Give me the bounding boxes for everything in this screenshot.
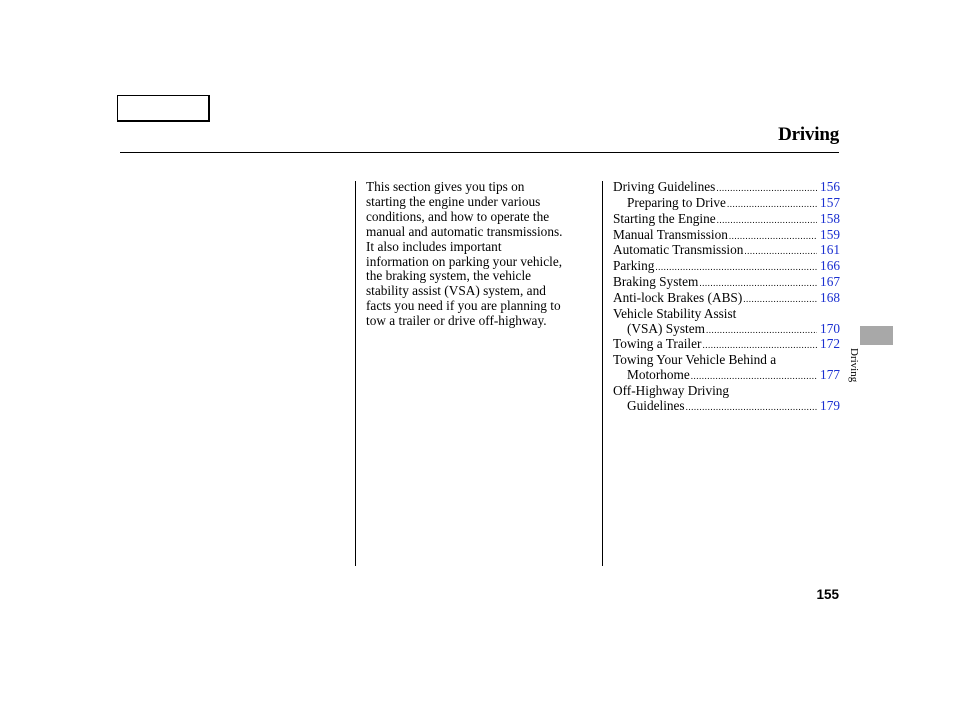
- toc-entry-preparing-to-drive[interactable]: [613, 196, 840, 212]
- leader-dots: [729, 229, 817, 244]
- toc-entry-label: Manual Transmission: [613, 226, 728, 242]
- toc-page-link[interactable]: 170: [820, 320, 840, 336]
- section-tab: [860, 326, 893, 345]
- intro-line: stability assist (VSA) system, and: [366, 283, 546, 299]
- leader-dots: [716, 181, 817, 196]
- leader-dots: [655, 260, 817, 275]
- toc-page-link[interactable]: 157: [820, 194, 840, 210]
- toc-page-link[interactable]: 179: [820, 397, 840, 413]
- header-box: [117, 95, 210, 122]
- toc-page-link[interactable]: 172: [820, 336, 840, 352]
- intro-line: manual and automatic transmissions.: [366, 223, 563, 239]
- toc-entry-manual-transmission[interactable]: [613, 228, 840, 244]
- leader-dots: [691, 369, 817, 384]
- intro-line: conditions, and how to operate the: [366, 208, 550, 224]
- toc-entry-label: Motorhome: [627, 367, 690, 383]
- toc-entry-label: Preparing to Drive: [627, 194, 726, 210]
- toc-entry-towing-your-vehicle[interactable]: Towing Your Vehicle Behind a: [613, 352, 777, 368]
- toc-entry-vehicle-stability-assist[interactable]: Vehicle Stability Assist: [613, 305, 737, 321]
- toc-entry-label: Towing a Trailer: [613, 336, 702, 352]
- intro-line: the braking system, the vehicle: [366, 268, 532, 284]
- toc-entry-off-highway-driving[interactable]: Off-Highway Driving: [613, 382, 730, 398]
- intro-line: facts you need if you are planning to: [366, 298, 561, 314]
- toc-entry-label: Guidelines: [627, 397, 685, 413]
- column-divider-left: [355, 181, 356, 566]
- column-divider-right: [602, 181, 603, 566]
- toc-page-link[interactable]: 159: [820, 226, 840, 242]
- toc-entry-vsa-system[interactable]: [613, 322, 840, 338]
- toc-entry-label: Automatic Transmission: [613, 242, 744, 258]
- page-title: Driving: [778, 124, 839, 145]
- toc-page-link[interactable]: 167: [820, 274, 840, 290]
- toc-page-link[interactable]: 161: [820, 242, 840, 258]
- toc-entry-driving-guidelines[interactable]: [613, 180, 840, 196]
- toc-entry-motorhome[interactable]: [613, 368, 840, 384]
- leader-dots: [702, 338, 817, 353]
- toc-entry-label: (VSA) System: [627, 320, 705, 336]
- page-number: 155: [816, 587, 839, 602]
- toc-page-link[interactable]: 168: [820, 289, 840, 305]
- toc-entry-label: Starting the Engine: [613, 210, 716, 226]
- leader-dots: [699, 276, 817, 291]
- toc-entry-label: Braking System: [613, 274, 699, 290]
- header-rule: [120, 152, 839, 153]
- leader-dots: [743, 292, 817, 307]
- toc-entry-automatic-transmission[interactable]: [613, 243, 840, 259]
- toc-entry-label: Driving Guidelines: [613, 179, 716, 194]
- toc-page-link[interactable]: 156: [820, 179, 840, 194]
- intro-line: starting the engine under various: [366, 193, 541, 209]
- table-of-contents: [613, 180, 840, 415]
- toc-entry-label: Anti-lock Brakes (ABS): [613, 289, 743, 305]
- toc-entry-towing-a-trailer[interactable]: [613, 337, 840, 353]
- toc-entry-label: Parking: [613, 258, 655, 274]
- intro-line: tow a trailer or drive off-highway.: [366, 313, 547, 329]
- toc-page-link[interactable]: 166: [820, 258, 840, 274]
- leader-dots: [706, 323, 817, 338]
- intro-line: information on parking your vehicle,: [366, 253, 563, 269]
- leader-dots: [686, 400, 817, 415]
- intro-line: This section gives you tips on: [366, 179, 525, 194]
- toc-page-link[interactable]: 158: [820, 210, 840, 226]
- intro-line: It also includes important: [366, 238, 502, 254]
- leader-dots: [717, 213, 817, 228]
- toc-entry-starting-the-engine[interactable]: [613, 212, 840, 228]
- toc-entry-parking[interactable]: [613, 259, 840, 275]
- toc-page-link[interactable]: 177: [820, 367, 840, 383]
- toc-entry-braking-system[interactable]: [613, 275, 840, 291]
- section-tab-label: Driving: [848, 348, 860, 383]
- toc-entry-guidelines[interactable]: [613, 399, 840, 415]
- intro-paragraph: [366, 180, 598, 329]
- toc-entry-anti-lock-brakes[interactable]: [613, 291, 840, 307]
- leader-dots: [727, 197, 817, 212]
- leader-dots: [744, 244, 817, 259]
